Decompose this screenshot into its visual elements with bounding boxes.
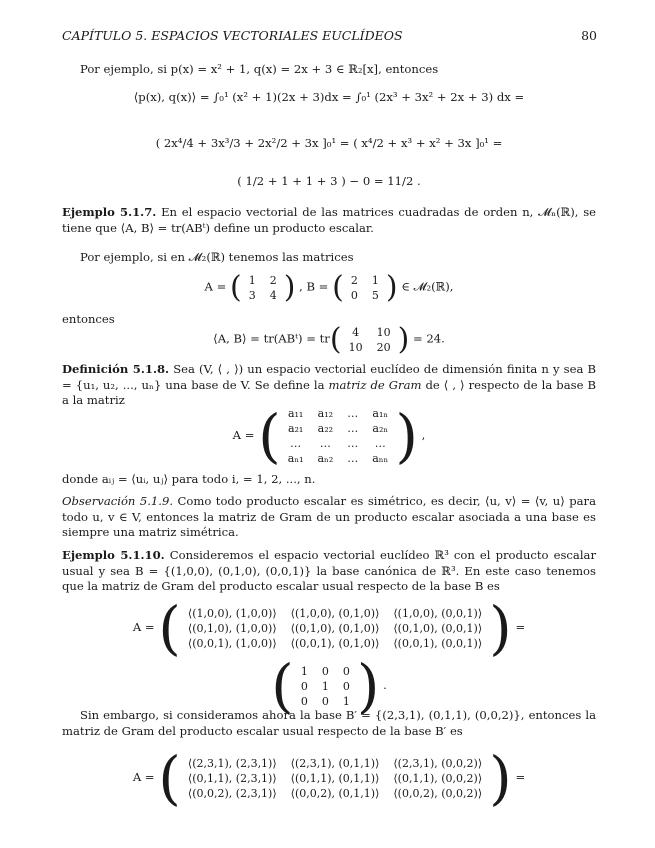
eq-identity-period: . — [379, 678, 387, 692]
observation-label: Observación 5.1.9. — [62, 494, 174, 508]
matrix-cell: 0 — [321, 694, 329, 708]
matrix-cell: … — [319, 437, 331, 450]
equation-matrices-ab: A = ( 1 2 3 4 ) , B = ( 2 1 0 5 ) ∈ 𝓜₂(ℝ), — [204, 270, 454, 305]
matrix-cell: ⟨(1,0,0), (0,0,1)⟩ — [393, 606, 483, 620]
eq-label-a: A = — [204, 279, 230, 294]
chapter-title: CAPÍTULO 5. ESPACIOS VECTORIALES EUCLÍDEOS — [62, 28, 403, 43]
matrix-cell: ⟨(0,1,1), (0,0,2)⟩ — [393, 771, 483, 785]
eq-trace-result: = 24. — [409, 331, 445, 346]
matrix-cell: 20 — [376, 340, 391, 354]
example-text: Consideremos el espacio vectorial euclídeo ℝ³ con el producto escalar usual y sea B = {(1,0,0), (0,1,0), (0,0,1)} la base canónica de ℝ³. En este caso tenemos que la matriz de Gram del producto escalar usual respecto de la base B es — [62, 548, 596, 593]
matrix-cell: a₂₁ — [287, 422, 304, 435]
matrix-cell: aₙ₁ — [287, 452, 304, 465]
matrix-identity — [294, 664, 357, 709]
matrix-cell: a₂₂ — [317, 422, 334, 435]
matrix-cell: ⟨(0,1,0), (0,0,1)⟩ — [393, 621, 483, 635]
eq-g1-lhs: A = — [132, 620, 159, 634]
matrix-cell: 5 — [371, 288, 379, 302]
equation-gram-canonical: A = ( ⟨(1,0,0), (1,0,0)⟩ ⟨(1,0,0), (0,1,0)⟩ ⟨(1,0,0), (0,0,1)⟩ ⟨(0,1,0), (1,0,0)⟩ ⟨(0,1,0), (0,1,0)⟩ ⟨(0,1,0), (0,0,1)⟩ ⟨(0,0,1), (1,0,0)⟩ ⟨(0,0,1), (0,1,0)⟩ ⟨(0,0,1), (0,0,1)⟩ ) = — [132, 594, 526, 662]
matrix-cell: 0 — [342, 664, 350, 678]
matrix-cell: … — [374, 437, 386, 450]
eq-g2-equals: = — [511, 770, 526, 784]
matrix-cell: … — [347, 437, 359, 450]
matrix-cell: 3 — [248, 288, 256, 302]
example-label: Ejemplo 5.1.10. — [62, 548, 165, 562]
eq-g1-equals: = — [511, 620, 526, 634]
equation-trace: ⟨A, B⟩ = tr(ABᵗ) = tr( 4 10 10 20 ) = 24. — [213, 322, 445, 357]
matrix-cell: ⟨(2,3,1), (0,1,1)⟩ — [290, 756, 380, 770]
definition-text-1: Sea (V, ⟨ , ⟩) un espacio vectorial euclídeo de dimensión finita n y sea B = {u₁, u₂, ..., uₙ} una base de V. Se define la — [62, 362, 596, 392]
paragraph-matrices-intro: Por ejemplo, si en 𝓜₂(ℝ) tenemos las matrices — [80, 250, 354, 264]
matrix-gram-canonical — [181, 606, 489, 651]
matrix-cell: 1 — [371, 273, 379, 287]
eq-membership: ∈ 𝓜₂(ℝ), — [397, 279, 454, 294]
equation-gram-new-basis: A = ( ⟨(2,3,1), (2,3,1)⟩ ⟨(2,3,1), (0,1,1)⟩ ⟨(2,3,1), (0,0,2)⟩ ⟨(0,1,1), (2,3,1)⟩ ⟨(0,1,1), (0,1,1)⟩ ⟨(0,1,1), (0,0,2)⟩ ⟨(0,0,2), (2,3,1)⟩ ⟨(0,0,2), (0,1,1)⟩ ⟨(0,0,2), (0,0,2)⟩ ) = — [132, 744, 526, 812]
matrix-cell: a₂ₙ — [372, 422, 389, 435]
matrix-cell: ⟨(0,0,2), (0,0,2)⟩ — [393, 786, 483, 800]
observation-text: Como todo producto escalar es simétrico, es decir, ⟨u, v⟩ = ⟨v, u⟩ para todo u, v ∈ V, entonces la matriz de Gram de un producto escalar asociada a una base es siempre una matriz simétrica. — [62, 494, 596, 539]
matrix-cell: ⟨(0,1,0), (0,1,0)⟩ — [290, 621, 380, 635]
matrix-cell: ⟨(2,3,1), (0,0,2)⟩ — [393, 756, 483, 770]
matrix-cell: 1 — [342, 694, 350, 708]
matrix-cell: 1 — [300, 664, 308, 678]
matrix-cell: … — [347, 407, 359, 420]
example-5-1-7 — [62, 205, 596, 236]
matrix-cell: … — [347, 452, 359, 465]
matrix-cell: 0 — [342, 679, 350, 693]
matrix-b — [344, 273, 386, 303]
matrix-cell: 0 — [321, 664, 329, 678]
eq-g2-lhs: A = — [132, 770, 159, 784]
paragraph-new-basis: Sin embargo, si consideramos ahora la base B′ = {(2,3,1), (0,1,1), (0,0,2)}, entonces la matriz de Gram del producto escalar usual respecto de la base B′ es — [62, 708, 596, 738]
running-header — [62, 28, 597, 43]
equation-identity: ( 1 0 0 0 1 0 0 0 1 ) . — [271, 652, 387, 720]
matrix-gram-general — [281, 406, 396, 466]
matrix-gram-new-basis — [181, 756, 489, 801]
matrix-cell: 2 — [269, 273, 277, 287]
equation-result: ( 1/2 + 1 + 1 + 3 ) − 0 = 11/2 . — [237, 174, 421, 188]
matrix-cell: 4 — [352, 325, 360, 339]
matrix-cell: ⟨(2,3,1), (2,3,1)⟩ — [187, 756, 277, 770]
paragraph-example-intro: Por ejemplo, si p(x) = x² + 1, q(x) = 2x + 3 ∈ ℝ₂[x], entonces — [80, 62, 439, 76]
eq-gram-comma: , — [417, 428, 426, 442]
matrix-cell: aₙ₂ — [317, 452, 334, 465]
matrix-cell: ⟨(0,0,2), (2,3,1)⟩ — [187, 786, 277, 800]
matrix-a — [242, 273, 284, 303]
matrix-cell: 1 — [248, 273, 256, 287]
equation-antiderivative: ( 2x⁴/4 + 3x³/3 + 2x²/2 + 3x ]₀¹ = ( x⁴/2 + x³ + x² + 3x ]₀¹ = — [155, 136, 503, 150]
observation-5-1-9 — [62, 494, 596, 541]
matrix-cell: ⟨(0,1,0), (1,0,0)⟩ — [187, 621, 277, 635]
matrix-cell: a₁₂ — [317, 407, 334, 420]
matrix-cell: ⟨(0,1,1), (2,3,1)⟩ — [187, 771, 277, 785]
eq-trace-lhs: ⟨A, B⟩ = tr(ABᵗ) = tr — [213, 331, 330, 346]
matrix-cell: 0 — [300, 679, 308, 693]
eq-gram-lhs: A = — [232, 428, 259, 442]
matrix-cell: ⟨(1,0,0), (1,0,0)⟩ — [187, 606, 277, 620]
matrix-cell: 2 — [350, 273, 358, 287]
matrix-cell: aₙₙ — [372, 452, 389, 465]
equation-gram-general: A = ( a₁₁ a₁₂ … a₁ₙ a₂₁ a₂₂ … a₂ₙ … … … … aₙ₁ aₙ₂ … aₙₙ ) , — [232, 402, 426, 470]
matrix-cell: 0 — [300, 694, 308, 708]
example-label: Ejemplo 5.1.7. — [62, 205, 157, 219]
matrix-cell: … — [290, 437, 302, 450]
matrix-cell: … — [347, 422, 359, 435]
eq-label-b: , B = — [295, 279, 333, 294]
matrix-cell: 10 — [348, 340, 363, 354]
example-5-1-10 — [62, 548, 596, 595]
paragraph-donde: donde aᵢⱼ = ⟨uᵢ, uⱼ⟩ para todo i, = 1, 2, ..., n. — [62, 472, 316, 486]
matrix-cell: ⟨(0,1,1), (0,1,1)⟩ — [290, 771, 380, 785]
matrix-cell: ⟨(0,0,2), (0,1,1)⟩ — [290, 786, 380, 800]
definition-text-2: de ⟨ , ⟩ respecto de la base B a la matriz — [62, 377, 596, 407]
equation-integral: ⟨p(x), q(x)⟩ = ∫₀¹ (x² + 1)(2x + 3)dx = ∫₀¹ (2x³ + 3x² + 2x + 3) dx = — [133, 90, 525, 104]
matrix-cell: ⟨(0,0,1), (0,1,0)⟩ — [290, 636, 380, 650]
matrix-cell: ⟨(0,0,1), (1,0,0)⟩ — [187, 636, 277, 650]
word-entonces: entonces — [62, 312, 115, 326]
page-number: 80 — [581, 28, 597, 43]
definition-label: Definición 5.1.8. — [62, 362, 170, 376]
example-text: En el espacio vectorial de las matrices cuadradas de orden n, 𝓜ₙ(ℝ), se tiene que ⟨A, B⟩ = tr(ABᵗ) define un producto escalar. — [62, 205, 597, 235]
matrix-cell: 10 — [376, 325, 391, 339]
matrix-cell: a₁ₙ — [372, 407, 389, 420]
matrix-abt — [342, 325, 398, 355]
matrix-cell: ⟨(0,0,1), (0,0,1)⟩ — [393, 636, 483, 650]
definition-emphasis: matriz de Gram — [328, 377, 422, 392]
matrix-cell: 0 — [350, 288, 358, 302]
matrix-cell: 4 — [269, 288, 277, 302]
matrix-cell: 1 — [321, 679, 329, 693]
matrix-cell: ⟨(1,0,0), (0,1,0)⟩ — [290, 606, 380, 620]
matrix-cell: a₁₁ — [287, 407, 304, 420]
